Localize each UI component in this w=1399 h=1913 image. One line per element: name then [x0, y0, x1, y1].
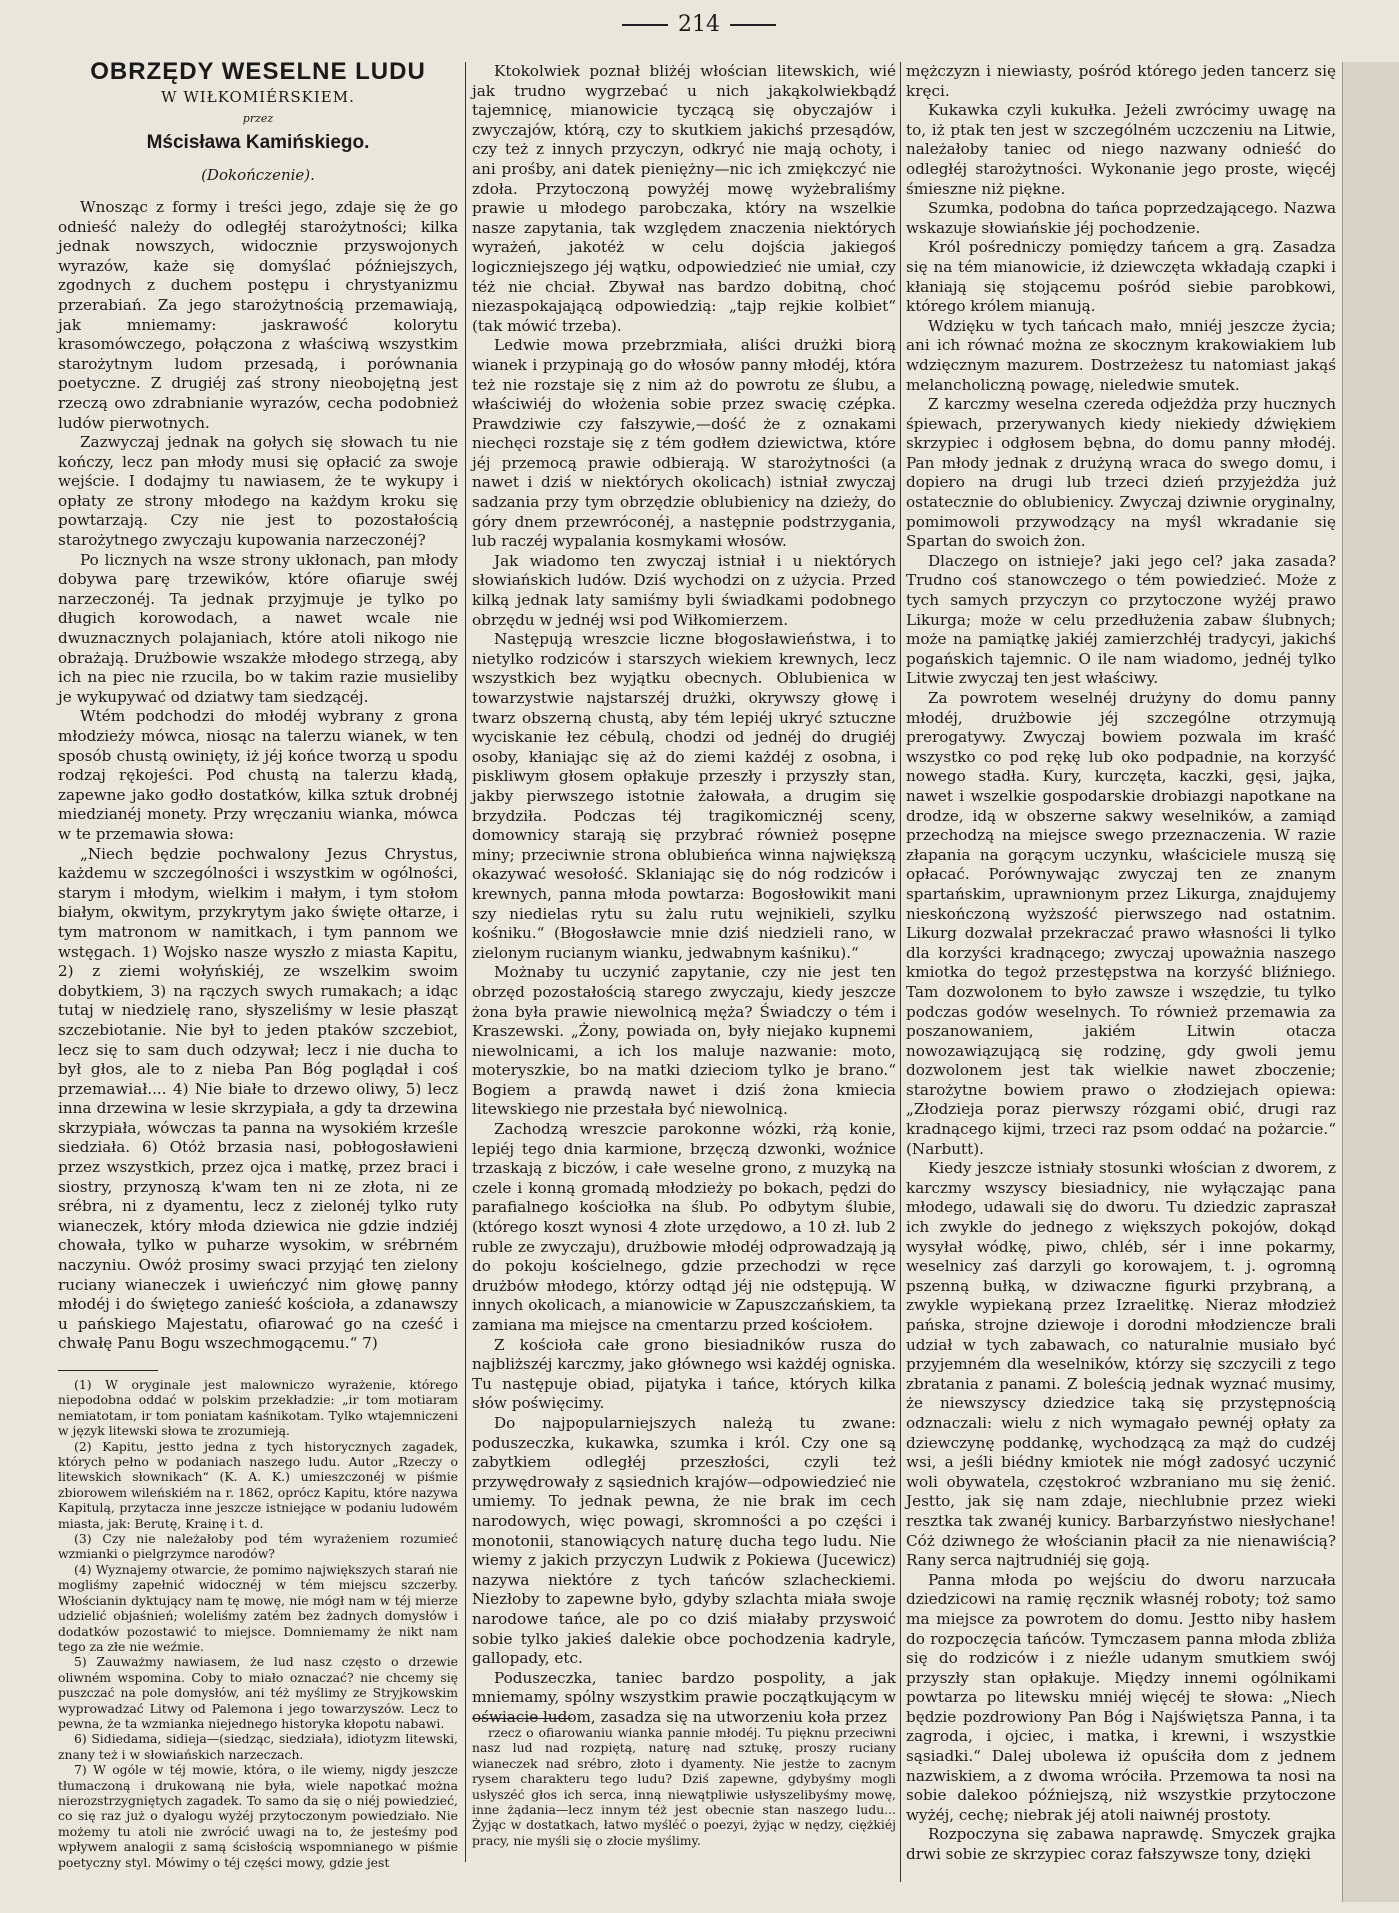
- paragraph: Zazwyczaj jednak na gołych się słowach tu nie kończy, lecz pan młody musi się opłacić za swoje wejście. I dodajmy tu nawiasem, że te wykupy i opłaty ze strony młodego na każdym kroku się powtarzają. Czy nie jest to pozostałością starożytnego zwyczaju kupowania narzeczonéj?: [58, 433, 458, 550]
- article-subtitle: W WIŁKOMIÉRSKIEM.: [161, 87, 355, 106]
- footnote: (2) Kapitu, jestto jedna z tych historycznych zagadek, których pełno w podaniach naszego ludu. Autor „Rzeczy o litewskich słownikach“ (K. A. K.) umieszczonéj w piśmie zbiorowem wileńskiém na r. 1862, oprócz Kapitu, które nazywa Kapitulą, przytacza inne jeszcze istniejące w podaniu ludowém miasta, jak: Berutę, Krainę i t. d.: [58, 1438, 458, 1531]
- paragraph: Kiedy jeszcze istniały stosunki włościan z dworem, z karczmy wszyscy biesiadnicy, nie wyłączając pana młodego, udawali się do dworu. Tu dziedzic zapraszał ich zwykle do jednego z większych pokojów, dokąd wysyłał wódkę, piwo, chléb, sér i inne pokarmy, weselnicy zaś darzyli go korowajem, t. j. ogromną pszenną bułką, w dziwaczne figurki przybraną, a zwykle wypiekaną przez Izraelitkę. Nieraz młodzież pańska, strojne dziewoje i dorodni młodziencze brali udział w tych zabawach, co naturalnie musiało być przyjemném dla weselników, którzy się szczycili z tego zbratania z panami. Z boleścią jednak wyznać musimy, że niewszyscy dziedzice taką się przystępnością odznaczali: wielu z nich wymagało pewnéj opłaty za dziewczynę poddankę, wychodzącą za mąż do cudzéj wsi, a jeśli biédny kmiotek nie mógł zadosyć uczynić woli obywatela, częstokroć wzbraniano mu się żenić. Jestto, jak się nam zdaje, niechlubnie przez wieki resztka tak zwanéj kunicy. Barbarzyństwo niesłychane! Cóż dziwnego że włościanin płacił za nie nienawiścią? Rany serca najtrudniéj się goją.: [906, 1159, 1336, 1570]
- paragraph: Zachodzą wreszcie parokonne wózki, rżą konie, lepiéj tego dnia karmione, brzęczą dzwonki, woźnice trzaskają z biczów, i całe weselne grono, z muzyką na czele i konną gromadą młodzieży po bokach, pędzi do parafialnego kościołka na ślub. Po odbytym ślubie, (którego koszt wynosi 4 złote urzędowo, a 10 zł. lub 2 ruble ze zwyczaju), drużbowie młodéj odprowadzają ją do pokoju kościelnego, gdzie przechodzi w ręce drużbów młodego, którzy odtąd jéj nie odstępują. W innych okolicach, a mianowicie w Zapuszczańskiem, ta zamiana ma miejsce na cmentarzu przed kościołem.: [472, 1120, 896, 1334]
- column-rule-1: [465, 62, 466, 1862]
- paragraph: Dlaczego on istnieje? jaki jego cel? jaka zasada? Trudno coś stanowczego o tém powiedzieć. Może z tych samych przyczyn co przytoczone wyżéj prawo Likurga; może w celu przedłużenia zabaw ślubnych; może na pamiątkę jakiéj zamierzchłéj tradycyi, jakichś pogańskich tajemnic. O ile nam wiadomo, jednéj tylko Litwie zwyczaj ten jest właściwy.: [906, 551, 1336, 688]
- paragraph: Wtém podchodzi do młodéj wybrany z grona młodzieży mówca, niosąc na talerzu wianek, w ten sposób chustą owinięty, iż jéj końce tworzą u spodu rodzaj rękojeści. Pod chustą na talerzu kładą, zapewne jako godło dostatków, kilka sztuk drobnéj miedzianéj monety. Przy wręczaniu wianka, mówca w te przemawia słowa:: [58, 707, 458, 843]
- page-number-dash-right: [730, 24, 776, 26]
- article-by: przez: [242, 112, 274, 126]
- paragraph: Po licznych na wsze strony ukłonach, pan młody dobywa parę trzewików, które ofiaruje swéj narzeczonéj. Ta jednak przyjmuje je tylko po długich korowodach, a nawet wcale nie dwuznacznych polajaniach, które atoli nikogo nie obrażają. Drużbowie wszakże młodego strzegą, aby ich na piec nie rzucila, bo w takim razie musieliby je wykupywać od dziatwy tam siedzącéj.: [58, 550, 458, 706]
- paragraph: Jak wiadomo ten zwyczaj istniał i u niektórych słowiańskich ludów. Dziś wychodzi on z użycia. Przed kilką jednak laty samiśmy byli świadkami podobnego obrzędu w jednéj wsi pod Wiłkomierzem.: [472, 551, 896, 629]
- page-number: [0, 12, 1398, 37]
- paragraph: Król pośredniczy pomiędzy tańcem a grą. Zasadza się na tém mianowicie, iż dziewczęta wkładają czapki i kłaniają się stojącemu pośród siebie parobkowi, którego królem mianują.: [906, 238, 1336, 316]
- paragraph: Poduszeczka, taniec bardzo pospolity, a jak mniemamy, spólny wszystkim prawie początkującym w oświacie ludom, zasadza się na utworzeniu koła przez: [472, 1668, 896, 1726]
- paragraph: Wnosząc z formy i treści jego, zdaje się że go odnieść należy do odległéj starożytności; kilka jednak nowszych, widocznie przyswojonych wyrazów, każe się domyślać późniejszych, zgodnych z duchem postępu i chrystyanizmu przerabiań. Za jego starożytnością przemawiają, jak mniemamy: jaskrawość kolorytu krasomówczego, połączona z właściwą wszystkim starożytnym ludom przesadą, i porównania poetyczne. Z drugiéj zaś strony nieobojętną jest rzeczą owo zdrabnianie wyrazów, cecha podobnież ludów pierwotnych.: [58, 197, 458, 432]
- column-rule-2: [900, 62, 901, 1882]
- footnote-rule: [58, 1370, 158, 1371]
- footnote: 7) W ogóle w téj mowie, która, o ile wiemy, nigdy jeszcze tłumaczoną i drukowaną nie była, wiele napotkać można nierozstrzygniętych zagadek. To samo da się o niéj powiedzieć, co się raz już o dyalogu wyżéj przytoczonym powiedziało. Nie możemy tu atoli nie zwrócić uwagi na to, że jesteśmy pod wpływem analogii z samą ścisłością wspomnianego w piśmie poetyczny styl. Mówimy o téj części mowy, gdzie jest: [58, 1762, 458, 1870]
- paragraph: Szumka, podobna do tańca poprzedzającego. Nazwa wskazuje słowiańskie jéj pochodzenie.: [906, 199, 1336, 237]
- footnote-continued: rzecz o ofiarowaniu wianka pannie młodéj. Tu pięknu przeciwni nasz lud nad rozpiętą, naturę nad sztukę, proszy ruciany wianeczek nad srébro, złoto i dyamenty. Nie jestże to zacnym rysem charakteru tego ludu? Dziś zapewne, gdybyśmy mogli usłyszéć głos ich serca, inną niewątpliwie usłyszelibyśmy mowę, inne żądania—lecz innym téż jest obecnie stan naszego ludu... Żyjąc w dostatkach, łatwo myśléć o poezyi, żyjąc w nędzy, ciężkiéj pracy, nie myśli się o złocie myślimy.: [472, 1725, 896, 1848]
- paragraph: Następują wreszcie liczne błogosławieństwa, i to nietylko rodziców i starszych wiekiem krewnych, lecz wszystkich bez wyjątku obecnych. Oblubienica w towarzystwie najstarszéj drużki, okrywszy głowę i twarz obszerną chustą, aby tém lepiéj ukryć sztuczne wyciskanie łez cébulą, chodzi od jednéj do drugiéj osoby, kłaniając się aż do ziemi każdéj z osobna, i piskliwym głosem opłakuje przeszły i przyszły stan, jakby pierwszego istotnie żałowała, a drugim się brzydziła. Podczas téj tragikomicznéj sceny, domownicy starają się przybrać również posępne miny; przeciwnie strona oblubieńca winna największą okazywać wesołość. Sklaniając się do nóg rodziców i krewnych, panna młoda powtarza: Bogosłowikit mani szy niedielas rytu su żalu rutu wejnikieli, szylku kośniku.“ (Błogosławcie mnie dziś niedzieli rano, w zielonym rucianym wianku, jedwabnym kaśniku).“: [472, 630, 896, 962]
- article-title: OBRZĘDY WESELNE LUDU: [90, 58, 426, 85]
- paragraph: Panna młoda po wejściu do dworu narzucała dziedzicowi na ramię ręcznik własnéj roboty; toż samo ma miejsce za powrotem do domu. Jestto niby hasłem do rozpoczęcia tańców. Tymczasem panna młoda zbliża się do rodziców i z nieźle udanym smutkiem swój przyszły stan opłakuje. Między innemi ogólnikami powtarza po litewsku mniéj więcéj te słowa: „Niech będzie pozdrowiony Pan Bóg i Najświętsza Panna, i ta zagroda, i ojciec, i matka, i krewni, i wszystkie sąsiadki.“ Dalej ubolewa iż opuściła dom z jednem nazwiskiem, a z dwoma wróciła. Przemowa ta nosi na sobie dalekoo późniejszą, niż wszystkie przytoczone wyżéj, cechę; niebrak jéj atoli naiwnéj prostoty.: [906, 1570, 1336, 1824]
- paragraph: mężczyzn i niewiasty, pośród którego jeden tancerz się kręci.: [906, 62, 1336, 100]
- next-page-edge: [1342, 62, 1399, 1902]
- footnote: 5) Zauważmy nawiasem, że lud nasz często o drzewie oliwném wspomina. Coby to miało oznaczać? nie chcemy się puszczać na pole domysłów, ani téż myślimy ze Stryjkowskim wyprowadzać Litwy od Palemona i jego towarzyszów. Lecz to pewna, że ta wzmianka niejednego historyka kłopotu nabawi.: [58, 1654, 458, 1731]
- column-3: [906, 62, 1336, 1882]
- paragraph: Rozpoczyna się zabawa naprawdę. Smyczek grajka drwi sobie ze skrzypiec coraz fałszywsze tony, dzięki: [906, 1825, 1336, 1864]
- paragraph: Kukawka czyli kukułka. Jeżeli zwrócimy uwagę na to, iż ptak ten jest w szczególném uczczeniu na Litwie, należałoby taniec od niego nazwany odnieść do odległéj starożytności. Wykonanie jego proste, więcéj śmieszne niż piękne.: [906, 101, 1336, 198]
- footnote: (4) Wyznajemy otwarcie, że pomimo największych starań nie mogliśmy zapełnić widocznéj w tém miejscu szczerby. Włościanin dyktujący nam tę mowę, nie mógł nam w téj mierze udzielić objaśnień; woleliśmy zatém bez żadnych domysłów i dodatków pozostawić to miejsce. Domniemamy że nikt nam tego za złe nie weźmie.: [58, 1561, 458, 1654]
- paragraph: Z karczmy weselna czereda odjeżdża przy hucznych śpiewach, przerywanych kiedy niekiedy dźwiękiem skrzypiec i odgłosem bębna, do domu panny młodéj. Pan młody jednak z drużyną wraca do swego domu, i dopiero na drugi lub trzeci dzień przyjeżdża już ostatecznie do oblubienicy. Zwyczaj dziwnie oryginalny, pomimowoli przywodzący na myśl wkradanie się Spartan do swoich żon.: [906, 395, 1336, 551]
- footnote: (1) W oryginale jest malowniczo wyrażenie, którego niepodobna oddać w polskim przekładzie: „ir tom motiaram nemiatotam, ir tom poniatam kaśnikotam. Tylko wtajemniczeni w język litewski słowa te zrozumieją.: [58, 1377, 458, 1439]
- paragraph: Za powrotem weselnéj drużyny do domu panny młodéj, drużbowie jéj szczególne otrzymują prerogatywy. Zwyczaj bowiem pozwala im kraść wszystko co pod rękę lub oko podpadnie, na korzyść nowego stadła. Kury, kurczęta, kaczki, gęsi, jajka, nawet i wszelkie gospodarskie drobiazgi napotkane na drodze, idą w obszerne sakwy weselników, a zamiąd przechodzą na miejsce swego przeznaczenia. W razie złapania na gorącym uczynku, właściciele muszą się opłacać. Porównywając zwyczaj ten ze znanym spartańskim, uprawnionym przez Likurga, znajdujemy nieskończoną wyższość pierwszego nad ostatnim. Likurg dozwalał przekraczać prawo własności li tylko dla korzyści kradnącego; zwyczaj upoważnia naszego kmiotka do tegoż przestępstwa na korzyść bliźniego. Tam dozwolonem to było zawsze i wszędzie, tu tylko podczas godów weselnych. To również przemawia za poszanowaniem, jakiém Litwin otacza nowozawiązującą się rodzinę, gdy gwoli jemu dozwolonem jest tak wielkie nawet zboczenie; starożytne bowiem prawo o złodziejach opiewa: „Złodzieja poraz pierwszy rózgami obić, drugi raz kradnącego kijmi, trzeci raz psom oddać na pożarcie.“ (Narbutt).: [906, 689, 1336, 1158]
- paragraph: Ktokolwiek poznał bliżéj włościan litewskich, wié jak trudno wygrzebać u nich jakąkolwiekbądź tajemnicę, mianowicie tyczącą się obyczajów i zwyczajów, którą, czy to skutkiem jakichś przesądów, czy też z innych przyczyn, odkryć nie mają ochoty, i ani prośby, ani datek pieniężny—nic ich zmiękczyć nie zdoła. Przytoczoną powyżéj mowę wyżebraliśmy prawie u młodego parobczaka, który na wszelkie nasze zapytania, tak względem znaczenia niektórych wyrażeń, jakotéż w celu dojścia jakiegoś logiczniejszego jéj wątku, odpowiedzieć nie umiał, czy téż nie chciał. Zbywał nas bardzo dobitną, choć niezaspokajającą odpowiedzią: „tajp rejkie kolbiet“ (tak mówić trzeba).: [472, 62, 896, 335]
- paragraph: Do najpopularniejszych należą tu zwane: poduszeczka, kukawka, szumka i król. Czy one są zabytkiem odległéj przeszłości, czyli też przywędrowały z sąsiednich krajów—odpowiedzieć nie umiemy. To jednak pewna, że nie brak im cech narodowych, więc powagi, skromności a po części i monotonii, stanowiących naturę ducha tego ludu. Nie wiemy z jakich przyczyn Ludwik z Pokiewa (Jucewicz) nazywa niektóre z tych tańców szlacheckiemi. Niezłoby to zapewne było, gdyby szlachta miała swoje narodowe tańce, ale po co dziś miałaby przyswoić sobie tylko jakieś dalekie obce pochodzenia kadryle, gallopady, etc.: [472, 1413, 896, 1668]
- paragraph: Ledwie mowa przebrzmiała, aliści drużki biorą wianek i przypinają go do włosów panny młodéj, która też nie rozstaje się z nim aż do powrotu ze ślubu, a właściwiéj do włożenia sobie przez swacię czépka. Prawdziwie czy fałszywie,—dość że z oznakami niechęci rozstaje się z tém godłem dziewictwa, które jéj przemocą prawie odbierają. W starożytności (a nawet i dziś w niektórych okolicach) istniał zwyczaj sadzania przy tym obrzędzie oblubienicy na dzieży, do góry dnem przewróconéj, a następnie podstrzygania, lub raczéj wypalania kosmykami włosów.: [472, 336, 896, 551]
- footnote: (3) Czy nie należałoby pod tém wyrażeniem rozumieć wzmianki o pielgrzymce narodów?: [58, 1531, 458, 1562]
- column-2-body: [472, 62, 896, 1726]
- page-number-text: 214: [678, 12, 720, 37]
- paragraph: Z kościoła całe grono biesiadników rusza do najbliższéj karczmy, jako głównego wsi każdéj ogniska. Tu następuje obiad, pijatyka i tańce, których kilka słów poświęcimy.: [472, 1335, 896, 1413]
- column-2: [472, 62, 896, 1862]
- article-continuation: (Dokończenie).: [201, 166, 315, 185]
- paragraph: Wdzięku w tych tańcach mało, mniéj jeszcze życia; ani ich równać można ze skocznym krakowiakiem lub wdzięcznym mazurem. Dostrzeżesz tu natomiast jakąś melancholiczną powagę, nieledwie smutek.: [906, 316, 1336, 394]
- page-number-dash-left: [622, 24, 668, 26]
- article-author: Mścisława Kamińskiego.: [146, 131, 370, 153]
- paragraph: Możnaby tu uczynić zapytanie, czy nie jest ten obrzęd pozostałością starego zwyczaju, kiedy jeszcze żona była prawie niewolnicą męża? Świadczy o tém i Kraszewski. „Żony, powiada on, były niejako kupnemi niewolnicami, a ich los maluje nazwanie: moto, moteryszkie, bo na matki dzieciom tylko je brano.“ Bogiem a prawdą nawet i dziś żona kmiecia litewskiego nie przestała być niewolnicą.: [472, 963, 896, 1119]
- footnote: 6) Sidiedama, sidieja—(siedząc, siedziała), idiotyzm litewski, znany też i w słowiańskich narzeczach.: [58, 1731, 458, 1762]
- column-1: [58, 58, 458, 1870]
- paragraph: „Niech będzie pochwalony Jezus Chrystus, każdemu w szczególności i wszystkim w ogólności, starym i młodym, wielkim i małym, i tym stołom białym, okwitym, przykrytym jako święte ołtarze, i tym matronom w namitkach, i tym pannom we wstęgach. 1) Wojsko nasze wyszło z miasta Kapitu, 2) z ziemi wołyńskiéj, ze wszelkim swoim dobytkiem, 3) na rączych swych rumakach; a idąc tutaj w niedzielę rano, słyszeliśmy w lesie płasząt szczebiotanie. Nie był to jeden ptaków szczebiot, lecz się to sam duch odzywał; lecz i nie ducha to był głos, ale to z nieba Pan Bóg poglądał i coś przemawiał.... 4) Nie białe to drzewo oliwy, 5) lecz inna drzewina w lesie skrzypiała, a gdy ta drzewina skrzypiała, wówczas ta panna na wysokiém krześle siedziała. 6) Otóż brzasia nasi, pobłogosławieni przez wszystkich, przez ojca i matkę, przez braci i siostry, przynoszą k'wam ten ni ze złota, ni ze srébra, ni z dyamentu, lecz z zielonéj tylko ruty wianeczek, który młoda dziewica nie gdzie indziéj chowała, tylko w puharze wysokim, w srébrném naczyniu. Owóż prosimy swaci przyjąć ten zielony ruciany wianeczek i uwieńczyć nim głowę panny młodéj i do świętego zanieść kościoła, a zdanawszy u pańskiego Majestatu, ofiarować go na cześć i chwałę Panu Bogu wszechmogącemu.“ 7): [58, 844, 458, 1353]
